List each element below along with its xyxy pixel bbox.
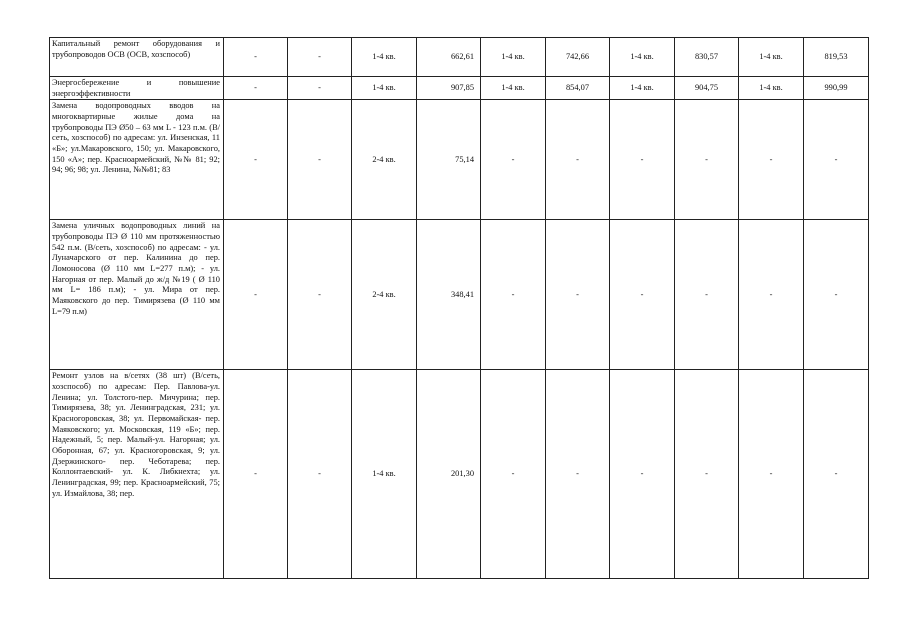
value-cell: 1-4 кв. [739,38,804,77]
value-cell: 75,14 [417,100,481,220]
value-cell: - [675,220,739,370]
table-row [50,77,869,100]
work-description-cell: Ремонт узлов на в/сетях (38 шт) (В/сеть, хозспособ) по адресам: Пер. Павлова-ул. Ленина; ул. Толстого-пер. Мичурина; пер. Тимирязева, 38; ул. Ленинградская, 231; ул. Красногоровская, 38; ул. Первомайская- пер. Маяковского; ул. Московская, 119 «Б»; пер. Надежный, 5; пер. Малый-ул. Нагорная; ул. Оборонная, 67; ул. Красногоровская, 9; ул. Дзержинского- пер. Чеботарева; пер. Коллонтаевский- ул. К. Либкнехта; ул. Ленинградская, 99; пер. Красноармейский, 75; ул. Измайлова, 38; пер. [50,370,224,579]
value-cell: - [288,77,352,100]
value-cell: - [804,100,869,220]
value-cell: 1-4 кв. [352,77,417,100]
value-cell: - [224,100,288,220]
work-description-cell: Замена уличных водопроводных линий на трубопроводы ПЭ Ø 110 мм протяженностью 542 п.м. (В/сеть, хозспособ) по адресам: - ул. Луначарского от пер. Калинина до пер. Ломоносова (Ø 110 мм L=277 п.м); - ул. Нагорная от пер. Малый до ж/д №19 ( Ø 110 мм L= 186 п.м); - ул. Мира от пер. Маяковского до пер. Тимирязева (Ø 110 мм L=79 п.м) [50,220,224,370]
value-cell: - [288,220,352,370]
value-cell: 662,61 [417,38,481,77]
value-cell: - [224,370,288,579]
value-cell: - [675,100,739,220]
table-row [50,100,869,220]
value-cell: - [288,100,352,220]
work-description-cell: Капитальный ремонт оборудования и трубопроводов ОСВ (ОСВ, хозспособ) [50,38,224,77]
value-cell: - [288,370,352,579]
value-cell: - [610,220,675,370]
value-cell: - [481,100,546,220]
value-cell: - [804,220,869,370]
value-cell: 1-4 кв. [481,77,546,100]
value-cell: 830,57 [675,38,739,77]
value-cell: 2-4 кв. [352,220,417,370]
value-cell: - [481,220,546,370]
table-row [50,370,869,579]
value-cell: 742,66 [546,38,610,77]
value-cell: - [546,100,610,220]
value-cell: 1-4 кв. [610,38,675,77]
value-cell: - [224,77,288,100]
value-cell: 2-4 кв. [352,100,417,220]
value-cell: - [546,220,610,370]
value-cell: - [804,370,869,579]
table-row [50,38,869,77]
value-cell: 904,75 [675,77,739,100]
value-cell: 201,30 [417,370,481,579]
value-cell: 348,41 [417,220,481,370]
value-cell: - [739,370,804,579]
value-cell: 907,85 [417,77,481,100]
value-cell: - [739,220,804,370]
value-cell: - [546,370,610,579]
value-cell: 819,53 [804,38,869,77]
value-cell: 1-4 кв. [352,38,417,77]
value-cell: - [224,38,288,77]
value-cell: 854,07 [546,77,610,100]
value-cell: - [675,370,739,579]
value-cell: - [610,370,675,579]
value-cell: - [481,370,546,579]
work-description-cell: Энергосбережение и повышение энергоэффективности [50,77,224,100]
value-cell: 1-4 кв. [610,77,675,100]
work-plan-table [49,37,869,579]
value-cell: 1-4 кв. [352,370,417,579]
work-description-cell: Замена водопроводных вводов на многоквартирные жилые дома на трубопроводы ПЭ Ø50 – 63 мм L - 123 п.м. (В/сеть, хозспособ) по адресам: ул. Инзенская, 11 «Б»; ул.Макаровского, 150; ул. Макаровского, 150 «А»; пер. Красноармейский, №№ 81; 92; 94; 96; 98; ул. Ленина, №№81; 83 [50,100,224,220]
value-cell: 1-4 кв. [481,38,546,77]
table-row [50,220,869,370]
value-cell: 1-4 кв. [739,77,804,100]
value-cell: - [288,38,352,77]
value-cell: - [610,100,675,220]
value-cell: - [224,220,288,370]
value-cell: - [739,100,804,220]
value-cell: 990,99 [804,77,869,100]
